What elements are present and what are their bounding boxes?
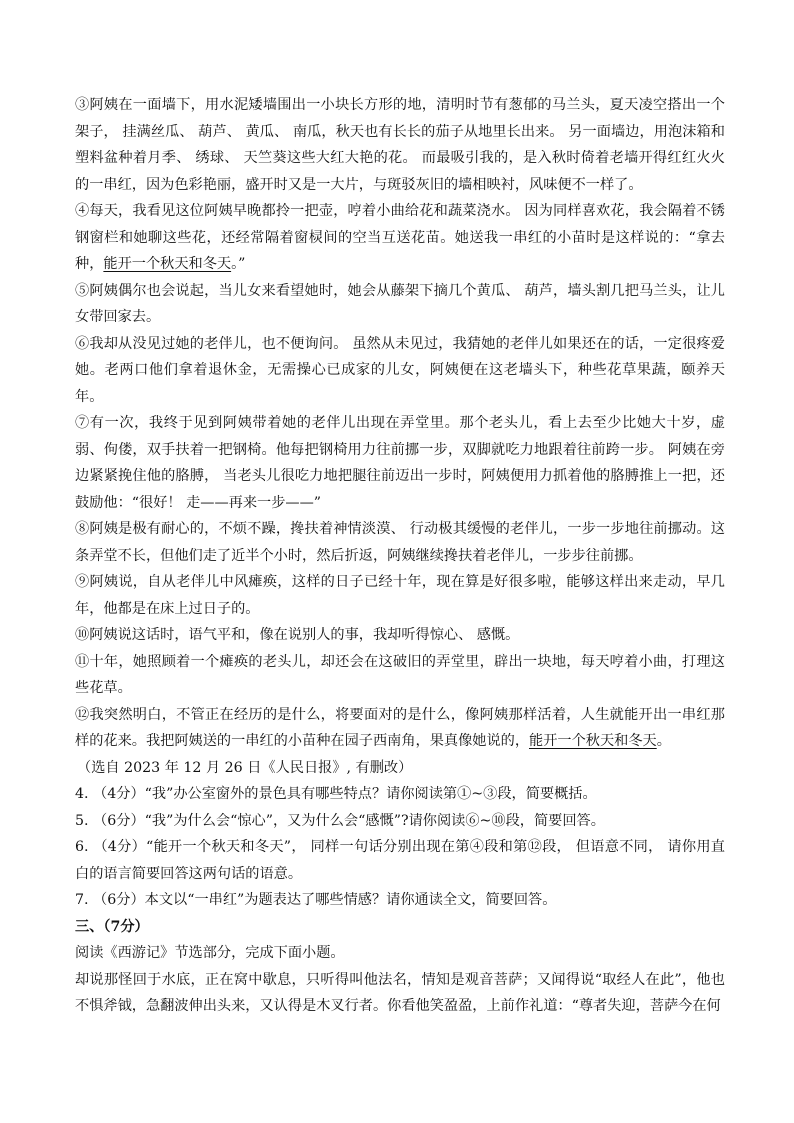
paragraph-5: ⑤阿姨偶尔也会说起，当儿女来看望她时，她会从藤架下摘几个黄瓜、 葫芦，墙头割几把马兰头，让儿女带回家去。 xyxy=(75,282,725,325)
section-passage: 却说那怪回于水底，正在窝中歇息，只听得叫他法名，情知是观音菩萨；又闻得说“取经人在此”，他也不惧斧钺，急翻波伸出头来，又认得是木叉行者。你看他笑盈盈，上前作礼道：“尊者失迎，菩萨今在何 xyxy=(75,971,725,1014)
paragraph-6: ⑥我却从没见过她的老伴儿，也不便询问。 虽然从未见过，我猜她的老伴儿如果还在的话，一定很疼爱她。老两口他们拿着退休金，无需操心已成家的儿女，阿姨便在这老墙头下，种些花草果蔬，颐养天年。 xyxy=(75,335,725,405)
paragraph-8: ⑧阿姨是极有耐心的，不烦不躁，搀扶着神情淡漠、 行动极其缓慢的老伴儿，一步一步地往前挪动。这条弄堂不长，但他们走了近半个小时，然后折返，阿姨继续搀扶着老伴儿，一步步往前挪。 xyxy=(75,521,725,564)
question-6: 6. （4分）“能开一个秋天和冬天”， 同样一句话分别出现在第④段和第⑫段， 但语意不同， 请你用直白的语言简要回答这两句话的语意。 xyxy=(75,839,725,882)
paragraph-12-underlined: 能开一个秋天和冬天 xyxy=(529,733,657,749)
question-4: 4. （4分）“我”办公室窗外的景色具有哪些特点？请你阅读第①~③段，简要概括。 xyxy=(75,786,597,802)
paragraph-7: ⑦有一次，我终于见到阿姨带着她的老伴儿出现在弄堂里。那个老头儿，看上去至少比她大十岁，虚弱、佝偻，双手扶着一把钢椅。他每把钢椅用力往前挪一步，双脚就吃力地跟着往前跨一步。 阿姨在旁边紧紧挽住他的胳膊， 当老头儿很吃力地把腿往前迈出一步时，阿姨便用力抓着他的胳膊推上一把，还鼓励他：“很好！ 走——再来一步——” xyxy=(75,415,725,511)
paragraph-12-text: ⑫我突然明白，不管正在经历的是什么，将要面对的是什么，像阿姨那样活着，人生就能开出一串红那样的花来。我把阿姨送的一串红的小苗种在园子西南角，果真像她说的， xyxy=(75,706,725,749)
paragraph-12 xyxy=(75,702,725,755)
paragraph-3: ③阿姨在一面墙下，用水泥矮墙围出一小块长方形的地，清明时节有葱郁的马兰头，夏天凌空搭出一个架子， 挂满丝瓜、 葫芦、 黄瓜、 南瓜，秋天也有长长的茄子从地里长出来。 另一面墙边，用泡沫箱和塑料盆种着月季、 绣球、 天竺葵这些大红大艳的花。 而最吸引我的，是入秋时倚着老墙开得红红火火的一串红，因为色彩艳丽，盛开时又是一大片，与斑驳灰旧的墙相映衬，风味便不一样了。 xyxy=(75,97,725,193)
paragraph-9: ⑨阿姨说，自从老伴儿中风瘫痪，这样的日子已经十年，现在算是好很多啦，能够这样出来走动，早几年，他都是在床上过日子的。 xyxy=(75,574,725,617)
paragraph-11: ⑪十年，她照顾着一个瘫痪的老头儿，却还会在这破旧的弄堂里，辟出一块地，每天哼着小曲，打理这些花草。 xyxy=(75,653,725,696)
section-instruction: 阅读《西游记》节选部分，完成下面小题。 xyxy=(75,945,345,961)
source-citation: （选自 2023 年 12 月 26 日《人民日报》, 有删改） xyxy=(77,759,413,776)
paragraph-4-underlined: 能开一个秋天和冬天 xyxy=(103,256,232,272)
paragraph-10: ⑩阿姨说这话时，语气平和，像在说别人的事，我却听得惊心、 感慨。 xyxy=(75,627,520,643)
section-heading: 三、（7分） xyxy=(75,918,149,935)
paragraph-12-after: 。 xyxy=(656,733,671,749)
question-5: 5. （6分）“我”为什么会“惊心”，又为什么会“感慨”?请你阅读⑥~⑩段，简要回答。 xyxy=(75,812,605,829)
paragraph-4-after: 。” xyxy=(231,256,246,272)
question-7: 7. （6分）本文以“一串红”为题表达了哪些情感？请你通读全文，简要回答。 xyxy=(75,892,557,908)
paragraph-4 xyxy=(75,198,725,278)
document-page xyxy=(75,92,725,1020)
paragraph-4-text: ④每天，我看见这位阿姨早晚都拎一把壶，哼着小曲给花和蔬菜浇水。 因为同样喜欢花，我会隔着不锈钢窗栏和她聊这些花，还经常隔着窗棂间的空当互送花苗。她送我一串红的小苗时是这样说的：“拿去种， xyxy=(75,203,725,272)
